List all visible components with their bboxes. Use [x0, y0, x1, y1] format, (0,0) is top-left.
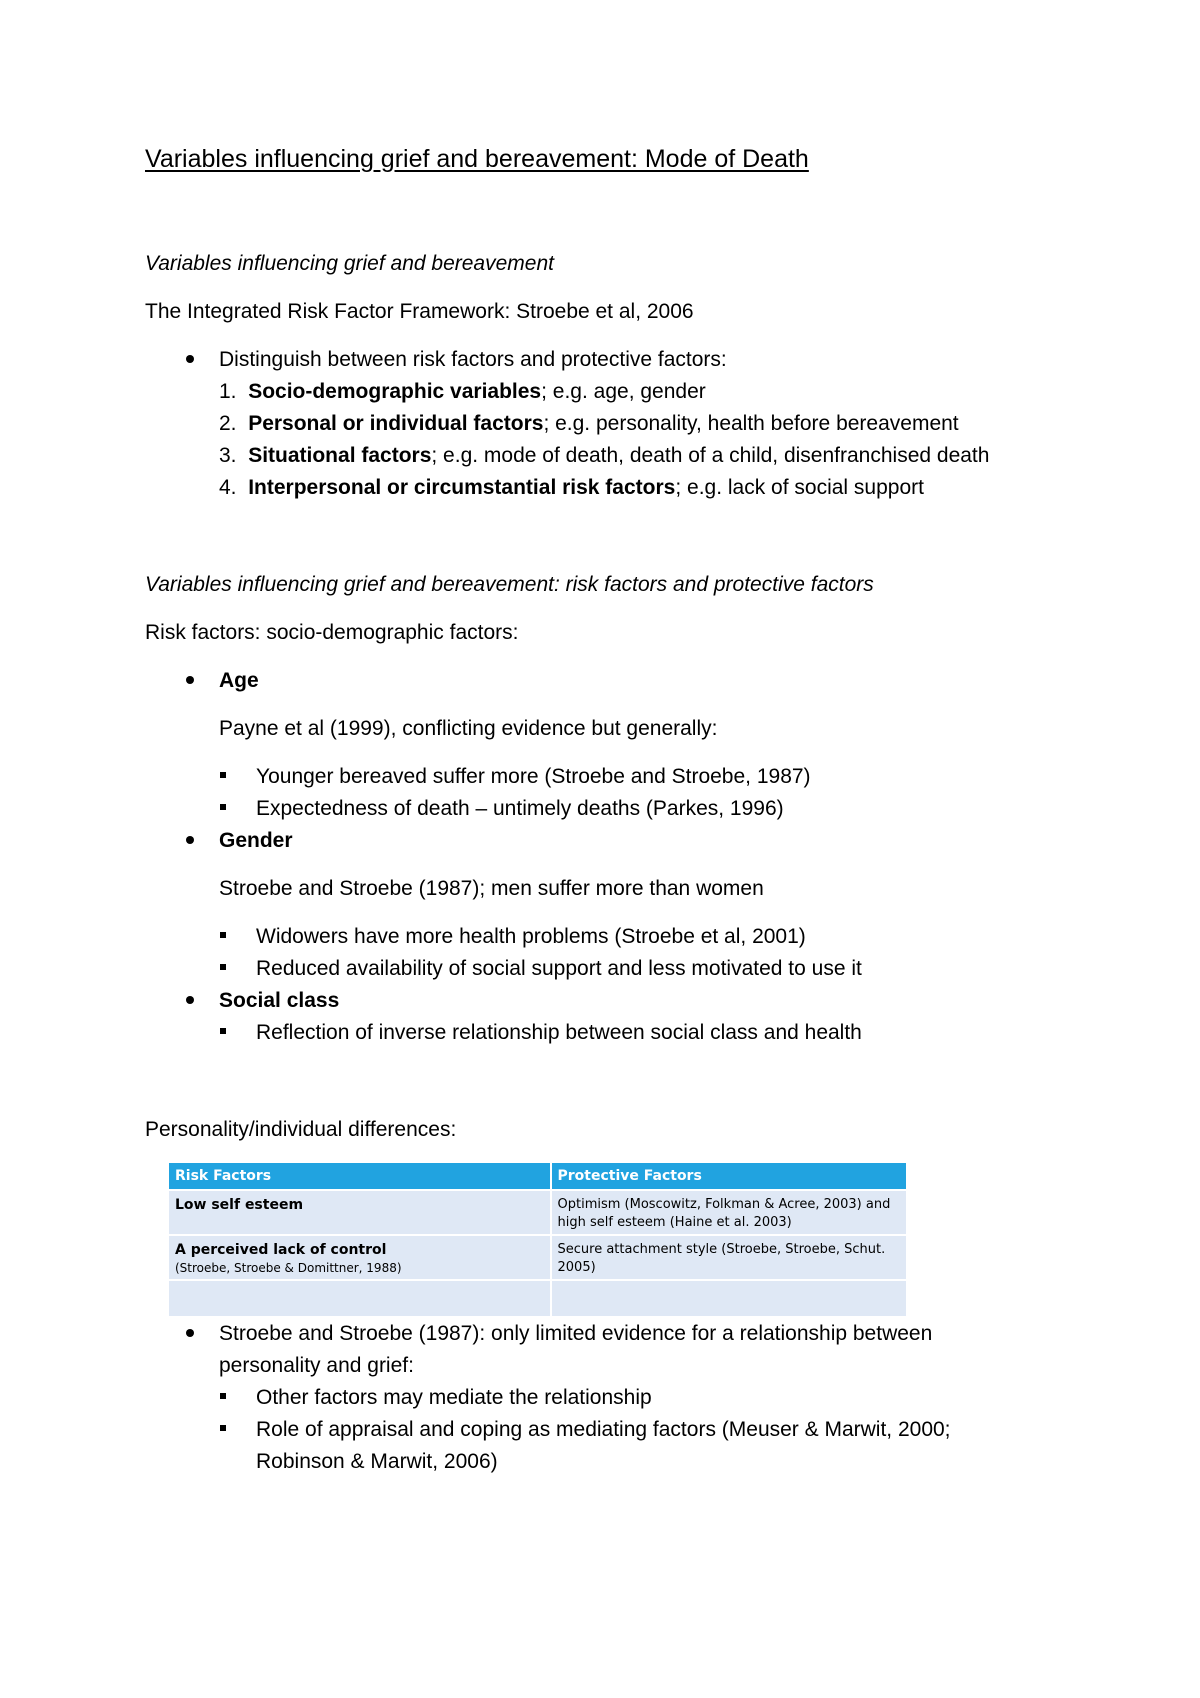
table-cell — [551, 1280, 907, 1316]
table-row — [169, 1235, 906, 1280]
list-number: 2. — [219, 412, 237, 435]
table-cell — [169, 1280, 551, 1316]
risk-citation: (Stroebe, Stroebe & Domittner, 1988) — [175, 1261, 402, 1275]
table-row — [169, 1280, 906, 1316]
list-item-bold: Situational factors — [248, 444, 432, 467]
list-item — [219, 379, 706, 405]
list-item: Reduced availability of social support and less motivated to use it — [256, 957, 862, 980]
list-item: Younger bereaved suffer more (Stroebe and Stroebe, 1987) — [256, 765, 811, 788]
section2-subheading: Risk factors: socio-demographic factors: — [145, 621, 519, 644]
risk-factor: A perceived lack of control — [175, 1242, 387, 1258]
bullet-square-icon — [220, 964, 226, 970]
age-note: Payne et al (1999), conflicting evidence but generally: — [219, 717, 718, 740]
bullet-square-icon — [220, 1393, 226, 1399]
list-item: Expectedness of death – untimely deaths (Parkes, 1996) — [256, 797, 784, 820]
risk-protective-table — [169, 1163, 906, 1316]
social-class-label: Social class — [219, 989, 340, 1012]
bullet-square-icon — [220, 932, 226, 938]
list-item: Widowers have more health problems (Stroebe et al, 2001) — [256, 925, 806, 948]
bullet-dot-icon — [186, 355, 194, 363]
bullet-square-icon — [220, 1028, 226, 1034]
bullet-dot-icon — [186, 836, 194, 844]
bullet-dot-icon — [186, 996, 194, 1004]
risk-factor: Low self esteem — [175, 1197, 304, 1213]
list-item — [219, 411, 959, 437]
list-item-text: ; e.g. personality, health before bereavement — [543, 412, 959, 435]
framework-line: The Integrated Risk Factor Framework: Stroebe et al, 2006 — [145, 300, 694, 323]
table-cell — [169, 1190, 551, 1235]
age-label: Age — [219, 669, 259, 692]
list-item: Other factors may mediate the relationship — [256, 1386, 652, 1409]
bullet-dot-icon — [186, 676, 194, 684]
list-item-text: ; e.g. mode of death, death of a child, disenfranchised death — [431, 444, 990, 467]
header-risk-factors: Risk Factors — [169, 1163, 551, 1190]
section3-bullet-line2: personality and grief: — [219, 1354, 414, 1377]
list-item — [219, 475, 924, 501]
table-cell — [169, 1235, 551, 1280]
list-item-text: ; e.g. lack of social support — [675, 476, 924, 499]
bullet-square-icon — [220, 772, 226, 778]
section3-bullet-line1: Stroebe and Stroebe (1987): only limited evidence for a relationship between — [219, 1322, 933, 1345]
list-item-bold: Interpersonal or circumstantial risk factors — [248, 476, 676, 499]
list-item: Role of appraisal and coping as mediating factors (Meuser & Marwit, 2000; — [256, 1418, 951, 1441]
table-cell: Secure attachment style (Stroebe, Stroebe, Schut. 2005) — [551, 1235, 907, 1280]
bullet-square-icon — [220, 1425, 226, 1431]
page-title: Variables influencing grief and bereavement: Mode of Death — [145, 145, 809, 173]
section1-heading: Variables influencing grief and bereavement — [145, 252, 554, 275]
list-number: 4. — [219, 476, 237, 499]
section1-bullet: Distinguish between risk factors and protective factors: — [219, 348, 727, 371]
list-item-bold: Personal or individual factors — [248, 412, 544, 435]
section3-heading: Personality/individual differences: — [145, 1118, 457, 1141]
table-row — [169, 1190, 906, 1235]
table-cell: Optimism (Moscowitz, Folkman & Acree, 2003) and high self esteem (Haine et al. 2003) — [551, 1190, 907, 1235]
gender-note: Stroebe and Stroebe (1987); men suffer more than women — [219, 877, 764, 900]
bullet-dot-icon — [186, 1329, 194, 1337]
list-item-text: ; e.g. age, gender — [541, 380, 706, 403]
bullet-square-icon — [220, 804, 226, 810]
table-header-row — [169, 1163, 906, 1190]
list-item — [219, 443, 989, 469]
list-number: 1. — [219, 380, 237, 403]
list-item-bold: Socio-demographic variables — [248, 380, 542, 403]
header-protective-factors: Protective Factors — [551, 1163, 907, 1190]
gender-label: Gender — [219, 829, 293, 852]
list-number: 3. — [219, 444, 237, 467]
section2-heading: Variables influencing grief and bereavement: risk factors and protective factors — [145, 573, 874, 596]
list-item: Reflection of inverse relationship between social class and health — [256, 1021, 862, 1044]
list-item-continuation: Robinson & Marwit, 2006) — [256, 1450, 498, 1473]
